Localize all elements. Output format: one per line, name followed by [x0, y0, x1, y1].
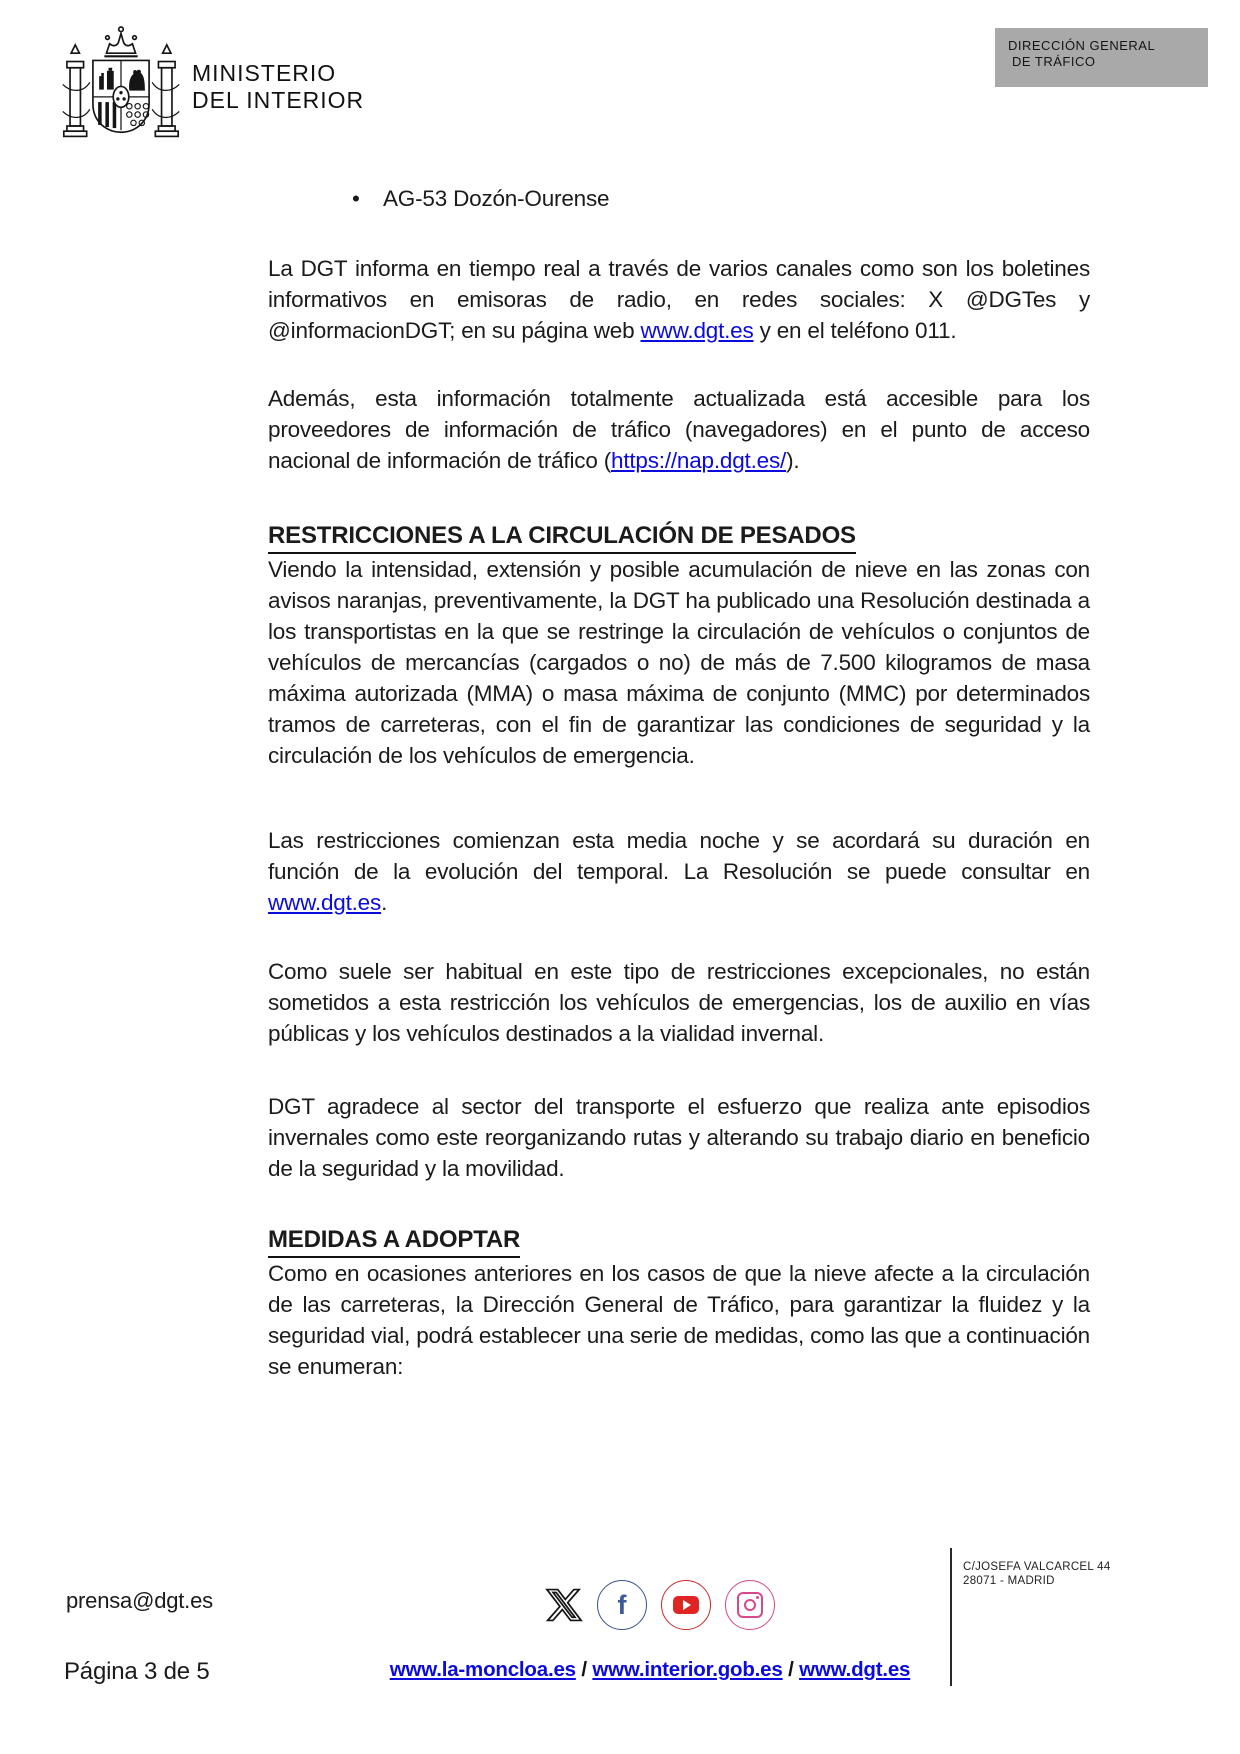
x-twitter-icon[interactable] — [545, 1586, 583, 1624]
ministry-line2: DEL INTERIOR — [192, 87, 365, 113]
paragraph-ademas — [268, 383, 1090, 476]
ministry-title — [192, 60, 364, 114]
instagram-icon[interactable] — [725, 1580, 775, 1630]
footer-address — [963, 1560, 1111, 1588]
paragraph-text: Además, esta información totalmente actualizada está accesible para los proveedores de información de tráfico (navegadores) en el punto de acceso nacional de información de tráfico ( — [268, 386, 1090, 473]
instagram-camera-glyph — [737, 1592, 763, 1618]
address-line1: C/JOSEFA VALCARCEL 44 — [963, 1561, 1111, 1573]
link-separator: / — [575, 1658, 593, 1681]
paragraph-como-en-ocasiones: Como en ocasiones anteriores en los casos de que la nieve afecte a la circulación de las carreteras, la Dirección General de Tráfico, para garantizar la fluidez y la seguridad vial, podrá establecer una serie de medidas, como las que a continuación se enumeran: — [268, 1261, 1090, 1379]
paragraph-text: . — [381, 890, 388, 915]
footer-divider-line — [950, 1548, 952, 1686]
link-interior-gob[interactable]: www.interior.gob.es — [592, 1658, 783, 1681]
paragraph-text: Las restricciones comienzan esta media noche y se acordará su duración en función de la evolución del temporal. La Resolución se puede consultar en — [268, 828, 1090, 884]
heading-text: RESTRICCIONES A LA CIRCULACIÓN DE PESADOS — [268, 522, 856, 554]
link-dgt-es-2[interactable]: www.dgt.es — [268, 890, 382, 915]
ministry-line1: MINISTERIO — [192, 60, 337, 86]
facebook-glyph: f — [617, 1589, 627, 1620]
footer-links — [300, 1658, 1000, 1682]
link-nap-dgt-es[interactable]: https://nap.dgt.es/ — [611, 448, 787, 473]
facebook-icon[interactable] — [597, 1580, 647, 1630]
link-separator: / — [782, 1658, 800, 1681]
press-email: prensa@dgt.es — [66, 1588, 213, 1613]
heading-restricciones — [268, 522, 1090, 554]
bullet-icon: • — [352, 186, 360, 211]
link-dgt-footer[interactable]: www.dgt.es — [799, 1658, 911, 1681]
list-item — [352, 183, 1090, 214]
document-body — [268, 183, 1090, 1382]
paragraph-text: y en el teléfono 011. — [753, 318, 957, 343]
paragraph-viendo: Viendo la intensidad, extensión y posible acumulación de nieve en las zonas con avisos naranjas, preventivamente, la DGT ha publicado una Resolución destinada a los transportistas en la que se restringe la circulación de vehículos o conjuntos de vehículos de mercancías (cargados o no) de más de 7.500 kilogramos de masa máxima autorizada (MMA) o masa máxima de conjunto (MMC) por determinados tramos de carreteras, con el fin de garantizar las condiciones de seguridad y la circulación de los vehículos de emergencia. — [268, 557, 1090, 768]
page-indicator: Página 3 de 5 — [64, 1658, 210, 1685]
heading-text: MEDIDAS A ADOPTAR — [268, 1226, 520, 1258]
link-la-moncloa[interactable]: www.la-moncloa.es — [389, 1658, 576, 1681]
youtube-icon[interactable] — [661, 1580, 711, 1630]
paragraph-text: ). — [786, 448, 800, 473]
agency-line2: DE TRÁFICO — [1012, 54, 1096, 69]
paragraph-como-suele: Como suele ser habitual en este tipo de restricciones excepcionales, no están sometidos a esta restricción los vehículos de emergencias, los de auxilio en vías públicas y los vehículos destinados a la vialidad invernal. — [268, 959, 1090, 1046]
list-item-label: AG-53 Dozón-Ourense — [383, 186, 610, 211]
agency-badge — [995, 28, 1208, 87]
paragraph-dgt-agradece: DGT agradece al sector del transporte el esfuerzo que realiza ante episodios invernales como este reorganizando rutas y alterando su trabajo diario en beneficio de la seguridad y la movilidad. — [268, 1094, 1090, 1181]
spain-coat-of-arms-logo — [58, 22, 184, 152]
paragraph-text: La DGT informa en tiempo real a través de varios canales como son los boletines informativos en emisoras de radio, en redes sociales: X @DGTes y @informacionDGT; en su página web — [268, 256, 1090, 343]
paragraph-dgt-informa — [268, 253, 1090, 346]
paragraph-restricciones-comienzan — [268, 825, 1090, 918]
heading-medidas — [268, 1226, 1090, 1258]
youtube-play-button — [673, 1596, 699, 1614]
link-dgt-es[interactable]: www.dgt.es — [640, 318, 754, 343]
social-icons-row — [545, 1580, 775, 1630]
address-line2: 28071 - MADRID — [963, 1575, 1055, 1587]
agency-line1: DIRECCIÓN GENERAL — [1008, 38, 1156, 53]
